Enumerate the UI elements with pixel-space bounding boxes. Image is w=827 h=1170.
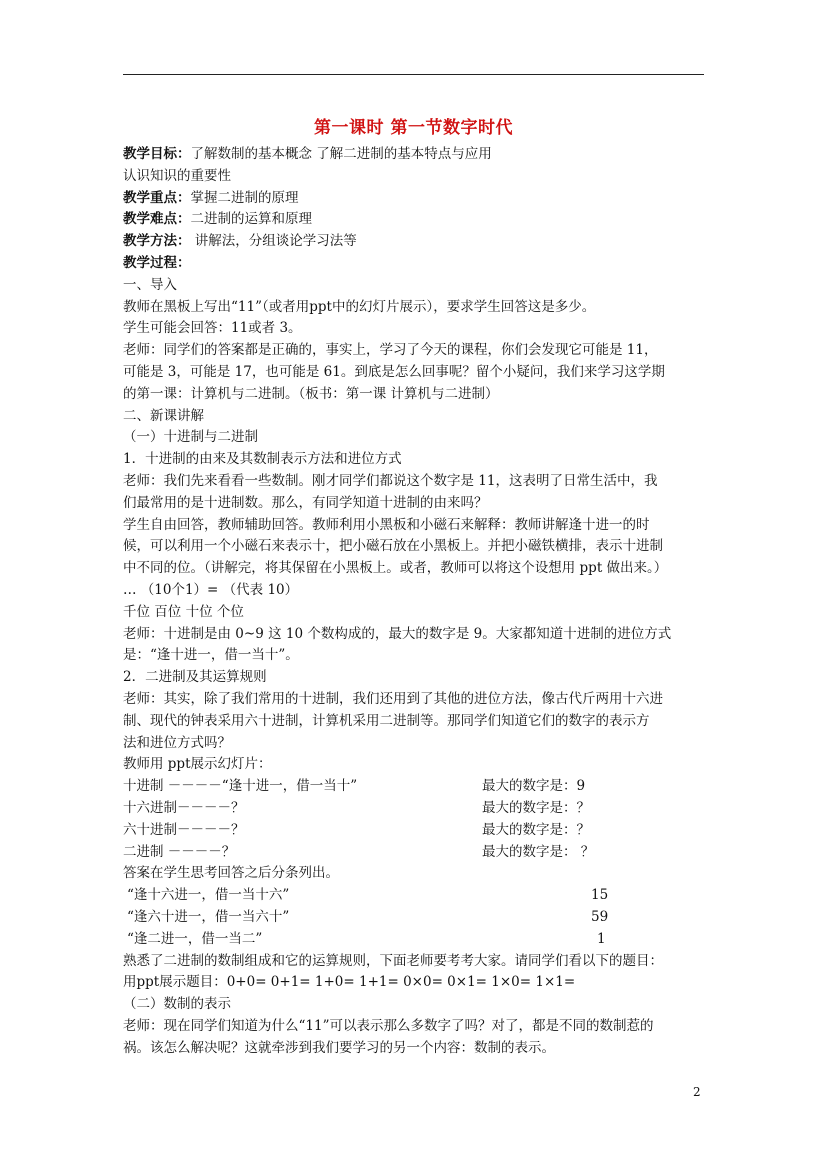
line-text: 讲解法，分组谈论学习法等	[190, 233, 357, 250]
text-line: 祸。该怎么解决呢？这就牵涉到我们要学习的另一个内容：数制的表示。	[123, 1039, 555, 1056]
header-rule	[123, 74, 704, 75]
text-line	[123, 689, 663, 709]
line-text: 了解数制的基本概念 了解二进制的基本特点与应用	[190, 146, 492, 162]
text-line	[123, 624, 671, 644]
answer-intro: 答案在学生思考回答之后分条列出。	[123, 865, 339, 882]
text-line	[123, 427, 258, 447]
section-label: 教学目标：	[123, 146, 191, 162]
page-title: 第一课时 第一节数字时代	[314, 118, 513, 138]
text-line	[123, 602, 244, 622]
line-text: 制、现代的钟表采用六十进制，计算机采用二进制等。那同学们知道它们的数字的表示方	[123, 712, 650, 729]
line-text: … （10个1）= （代表 10）	[123, 582, 299, 598]
text-line	[123, 580, 298, 600]
line-text: （一）十进制与二进制	[123, 429, 258, 446]
number-system-name: 二进制 －－－－？	[123, 843, 236, 860]
answer-value: 15	[591, 887, 609, 904]
text-line	[123, 493, 488, 513]
number-system-name: 六十进制－－－－？	[123, 821, 245, 838]
line-text: 2．二进制及其运算规则	[123, 669, 267, 686]
number-system-name: 十进制 －－－－“逢十进一，借一当十”	[123, 778, 358, 795]
text-line	[123, 384, 499, 404]
text-line	[123, 471, 657, 491]
line-text: 可能是 3，可能是 17，也可能是 61。到底是怎么回事呢？留个小疑问，我们来学习这学期	[123, 364, 665, 380]
line-text: 老师：我们先来看看一些数制。刚才同学们都说这个数字是 11，这表明了日常生活中，我	[123, 473, 658, 489]
line-text: 们最常用的是十进制数。那么，有同学知道十进制的由来吗？	[123, 494, 488, 511]
line-text: 认识知识的重要性	[123, 167, 231, 184]
line-text: 二、新课讲解	[123, 407, 204, 424]
section-label: 教学重点：	[123, 189, 191, 206]
number-system-max: 最大的数字是：9	[482, 778, 586, 795]
number-system-max: 最大的数字是： ？	[482, 843, 595, 860]
line-text: 候，可以利用一个小磁石来表示十，把小磁石放在小黑板上。并把小磁铁横排，表示十进制	[123, 538, 663, 555]
text-line	[123, 645, 299, 665]
text-line	[123, 144, 492, 164]
section-label: 教学方法：	[123, 233, 191, 250]
answer-rule: “逢六十进一，借一当六十”	[127, 909, 290, 925]
section-label: 教学难点：	[123, 211, 191, 228]
line-text: 老师：十进制是由 0~9 这 10 个数构成的，最大的数字是 9。大家都知道十进制的进位方式	[123, 625, 672, 642]
answer-value: 59	[591, 909, 609, 925]
text-line	[123, 667, 267, 687]
line-text: 老师：同学们的答案都是正确的，事实上，学习了今天的课程，你们会发现它可能是 11，	[123, 342, 658, 359]
line-text: 中不同的位。（讲解完，将其保留在小黑板上。或者，教师可以将这个设想用 ppt 做出来。）	[123, 560, 668, 577]
section-label: 教学过程：	[123, 255, 191, 271]
line-text: 1．十进制的由来及其数制表示方法和进位方式	[123, 451, 402, 468]
line-text: 二进制的运算和原理	[190, 211, 312, 228]
text-line	[123, 536, 663, 556]
line-text: 一、导入	[123, 276, 177, 293]
number-system-name: 十六进制－－－－？	[123, 800, 245, 816]
number-system-max: 最大的数字是：？	[482, 821, 590, 838]
line-text: 教师用 ppt展示幻灯片：	[123, 756, 272, 773]
text-line	[123, 754, 272, 774]
text-line	[123, 188, 299, 208]
text-line	[123, 275, 177, 295]
text-line	[123, 209, 312, 229]
line-text: 是：“逢十进一，借一当十”。	[123, 647, 299, 664]
text-line	[123, 297, 595, 317]
text-line: 老师：现在同学们知道为什么“11”可以表示那么多数字了吗？对了，都是不同的数制惹的	[123, 1018, 654, 1034]
line-text: 教师在黑板上写出“11”（或者用ppt中的幻灯片展示），要求学生回答这是多少。	[123, 298, 596, 315]
page-number: 2	[693, 1085, 701, 1099]
text-line	[123, 318, 302, 338]
answer-value: 1	[597, 930, 606, 947]
text-line: 熟悉了二进制的数制组成和它的运算规则，下面老师要考考大家。请同学们看以下的题目：	[123, 952, 663, 969]
text-line	[123, 253, 191, 273]
line-text: 掌握二进制的原理	[190, 189, 299, 206]
text-line: （二）数制的表示	[123, 996, 231, 1013]
text-line	[123, 449, 402, 469]
line-text: 千位 百位 十位 个位	[123, 603, 244, 620]
line-text: 法和进位方式吗？	[123, 734, 231, 751]
line-text: 学生可能会回答：11或者 3。	[123, 320, 302, 337]
number-system-max: 最大的数字是：？	[482, 800, 590, 816]
text-line	[123, 733, 231, 753]
line-text: 的第一课：计算机与二进制。（板书：第一课 计算机与二进制）	[123, 385, 499, 402]
text-line	[123, 515, 650, 535]
text-line	[123, 362, 665, 382]
text-line	[123, 231, 357, 251]
line-text: 学生自由回答，教师辅助回答。教师利用小黑板和小磁石来解释：教师讲解逢十进一的时	[123, 516, 650, 533]
text-line: 用ppt展示题目：0+0= 0+1= 1+0= 1+1= 0×0= 0×1= 1×0= 1×1=	[123, 974, 576, 991]
text-line	[123, 406, 204, 426]
text-line	[123, 558, 667, 578]
line-text: 老师：其实，除了我们常用的十进制，我们还用到了其他的进位方法，像古代斤两用十六进	[123, 691, 663, 707]
text-line	[123, 711, 650, 731]
answer-rule: “逢二进一，借一当二”	[127, 930, 263, 947]
text-line	[123, 340, 657, 360]
text-line	[123, 166, 231, 186]
answer-rule: “逢十六进一，借一当十六”	[127, 887, 290, 904]
